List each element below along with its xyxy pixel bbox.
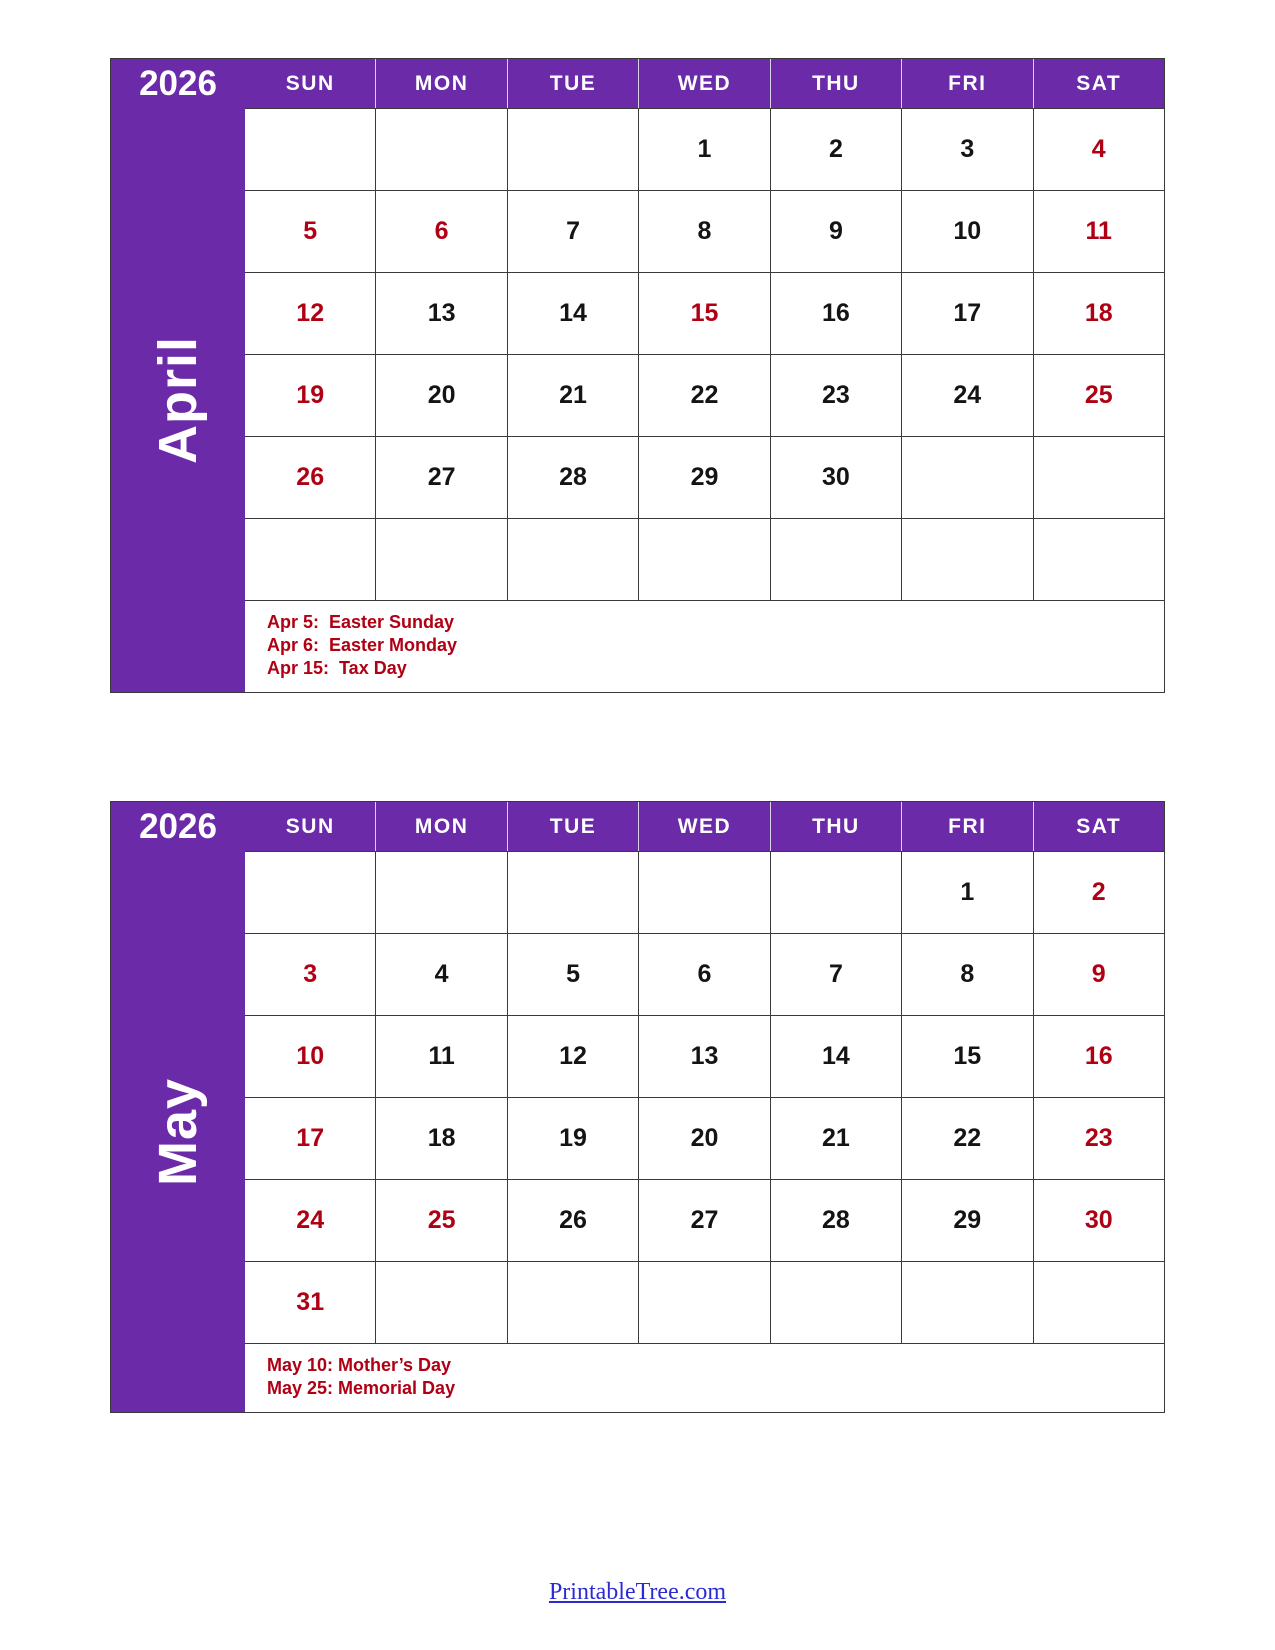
- day-cell: [639, 852, 770, 933]
- day-cell: [771, 1262, 902, 1343]
- day-cell: [1034, 1262, 1164, 1343]
- day-cell: [376, 519, 507, 600]
- day-cell: 7: [771, 934, 902, 1015]
- day-cell: 5: [508, 934, 639, 1015]
- day-cell: 25: [1084, 381, 1113, 409]
- weekday-thu: THU: [771, 802, 902, 851]
- day-cell: 2: [1091, 878, 1106, 906]
- day-cell: 9: [771, 191, 902, 272]
- day-cell: [508, 852, 639, 933]
- day-cell: [376, 852, 507, 933]
- day-cell: [1034, 519, 1164, 600]
- day-cell: [245, 519, 376, 600]
- weekday-tue: TUE: [508, 802, 639, 851]
- holiday-note: Apr 5: Easter Sunday: [267, 612, 455, 632]
- weekday-fri: FRI: [902, 59, 1033, 108]
- calendar-may: [110, 801, 1165, 1413]
- day-cell: 14: [771, 1016, 902, 1097]
- day-cell: [902, 519, 1033, 600]
- day-cell: [771, 519, 902, 600]
- week-row: [245, 851, 1164, 933]
- day-cell: [639, 519, 770, 600]
- day-cell: [245, 852, 376, 933]
- day-cell: 21: [771, 1098, 902, 1179]
- calendar-grid-april: [245, 59, 1164, 692]
- day-cell: [1034, 437, 1164, 518]
- day-cell: 27: [639, 1180, 770, 1261]
- day-cell: [376, 109, 507, 190]
- year-label-may: 2026: [139, 807, 217, 846]
- week-row: [245, 272, 1164, 354]
- weekday-header-april: [245, 59, 1164, 108]
- week-row: [245, 108, 1164, 190]
- holiday-note: Apr 15: Tax Day: [267, 658, 407, 678]
- day-cell: 13: [376, 273, 507, 354]
- day-cell: 16: [771, 273, 902, 354]
- holiday-note: May 25: Memorial Day: [267, 1378, 456, 1398]
- day-cell: 14: [508, 273, 639, 354]
- day-cell: [508, 1262, 639, 1343]
- holiday-notes-april: [245, 600, 1164, 692]
- day-cell: 23: [771, 355, 902, 436]
- day-cell: 24: [245, 1180, 376, 1261]
- holiday-note: May 10: Mother’s Day: [267, 1355, 452, 1375]
- day-cell: 18: [376, 1098, 507, 1179]
- day-cell: 31: [245, 1262, 376, 1343]
- day-cell: 6: [639, 934, 770, 1015]
- day-cell: 22: [902, 1098, 1033, 1179]
- day-cell: [639, 1262, 770, 1343]
- day-cell: 19: [245, 355, 376, 436]
- weekday-mon: MON: [376, 802, 507, 851]
- weekday-wed: WED: [639, 59, 770, 108]
- month-label-april: [111, 108, 245, 692]
- weekday-sat: SAT: [1076, 814, 1122, 838]
- day-cell: 11: [1085, 217, 1112, 245]
- week-row: [245, 933, 1164, 1015]
- holiday-notes-may: [245, 1343, 1164, 1412]
- footer: [0, 1579, 1275, 1606]
- day-cell: 21: [508, 355, 639, 436]
- weekday-thu: THU: [771, 59, 902, 108]
- day-cell: [508, 519, 639, 600]
- day-cell: 29: [902, 1180, 1033, 1261]
- week-row: [245, 1261, 1164, 1343]
- week-row: [245, 436, 1164, 518]
- day-cell: 26: [508, 1180, 639, 1261]
- week-row: [245, 518, 1164, 600]
- day-cell: 19: [508, 1098, 639, 1179]
- day-cell: 9: [1091, 960, 1106, 988]
- week-row: [245, 354, 1164, 436]
- day-cell: 12: [245, 273, 376, 354]
- day-cell: 5: [245, 191, 376, 272]
- day-cell: 1: [639, 109, 770, 190]
- day-cell: [771, 852, 902, 933]
- day-cell: [376, 1262, 507, 1343]
- day-cell: 2: [771, 109, 902, 190]
- day-cell: 4: [376, 934, 507, 1015]
- day-cell: 25: [376, 1180, 507, 1261]
- week-row: [245, 1179, 1164, 1261]
- weekday-sun: SUN: [245, 802, 376, 851]
- day-cell: 28: [771, 1180, 902, 1261]
- day-cell: 22: [639, 355, 770, 436]
- day-cell: [902, 437, 1033, 518]
- week-row: [245, 1097, 1164, 1179]
- day-cell: 13: [639, 1016, 770, 1097]
- day-cell: 17: [902, 273, 1033, 354]
- month-spine-may: [111, 802, 245, 1412]
- printabletree-link[interactable]: PrintableTree.com: [548, 1579, 727, 1605]
- day-cell: 26: [245, 437, 376, 518]
- day-cell: 17: [245, 1098, 376, 1179]
- day-cell: 10: [902, 191, 1033, 272]
- day-cell: 16: [1084, 1042, 1113, 1070]
- day-cell: 15: [639, 273, 770, 354]
- day-cell: 8: [639, 191, 770, 272]
- day-cell: [508, 109, 639, 190]
- calendar-grid-may: [245, 802, 1164, 1412]
- weekday-tue: TUE: [508, 59, 639, 108]
- day-cell: 30: [1084, 1206, 1113, 1234]
- day-cell: 3: [902, 109, 1033, 190]
- day-cell: 28: [508, 437, 639, 518]
- calendar-april: [110, 58, 1165, 693]
- weekday-sun: SUN: [245, 59, 376, 108]
- weekday-fri: FRI: [902, 802, 1033, 851]
- month-name-may: May: [147, 1077, 208, 1186]
- day-cell: [902, 1262, 1033, 1343]
- day-cell: 15: [902, 1016, 1033, 1097]
- day-cell: 23: [1084, 1124, 1113, 1152]
- day-cell: 12: [508, 1016, 639, 1097]
- day-cell: 18: [1084, 299, 1113, 327]
- day-cell: 7: [508, 191, 639, 272]
- weekday-header-may: [245, 802, 1164, 851]
- week-row: [245, 1015, 1164, 1097]
- day-cell: [245, 109, 376, 190]
- day-cell: 30: [771, 437, 902, 518]
- day-cell: 1: [902, 852, 1033, 933]
- day-cell: 24: [902, 355, 1033, 436]
- year-label-april: 2026: [139, 64, 217, 103]
- day-cell: 6: [376, 191, 507, 272]
- weekday-mon: MON: [376, 59, 507, 108]
- month-name-april: April: [147, 335, 208, 465]
- month-label-may: [111, 851, 245, 1412]
- day-cell: 20: [376, 355, 507, 436]
- day-cell: 29: [639, 437, 770, 518]
- weekday-wed: WED: [639, 802, 770, 851]
- day-cell: 11: [376, 1016, 507, 1097]
- day-cell: 3: [245, 934, 376, 1015]
- month-spine-april: [111, 59, 245, 692]
- weekday-sat: SAT: [1076, 71, 1122, 95]
- week-row: [245, 190, 1164, 272]
- holiday-note: Apr 6: Easter Monday: [267, 635, 458, 655]
- day-cell: 8: [902, 934, 1033, 1015]
- day-cell: 10: [245, 1016, 376, 1097]
- day-cell: 4: [1091, 135, 1106, 163]
- day-cell: 20: [639, 1098, 770, 1179]
- day-cell: 27: [376, 437, 507, 518]
